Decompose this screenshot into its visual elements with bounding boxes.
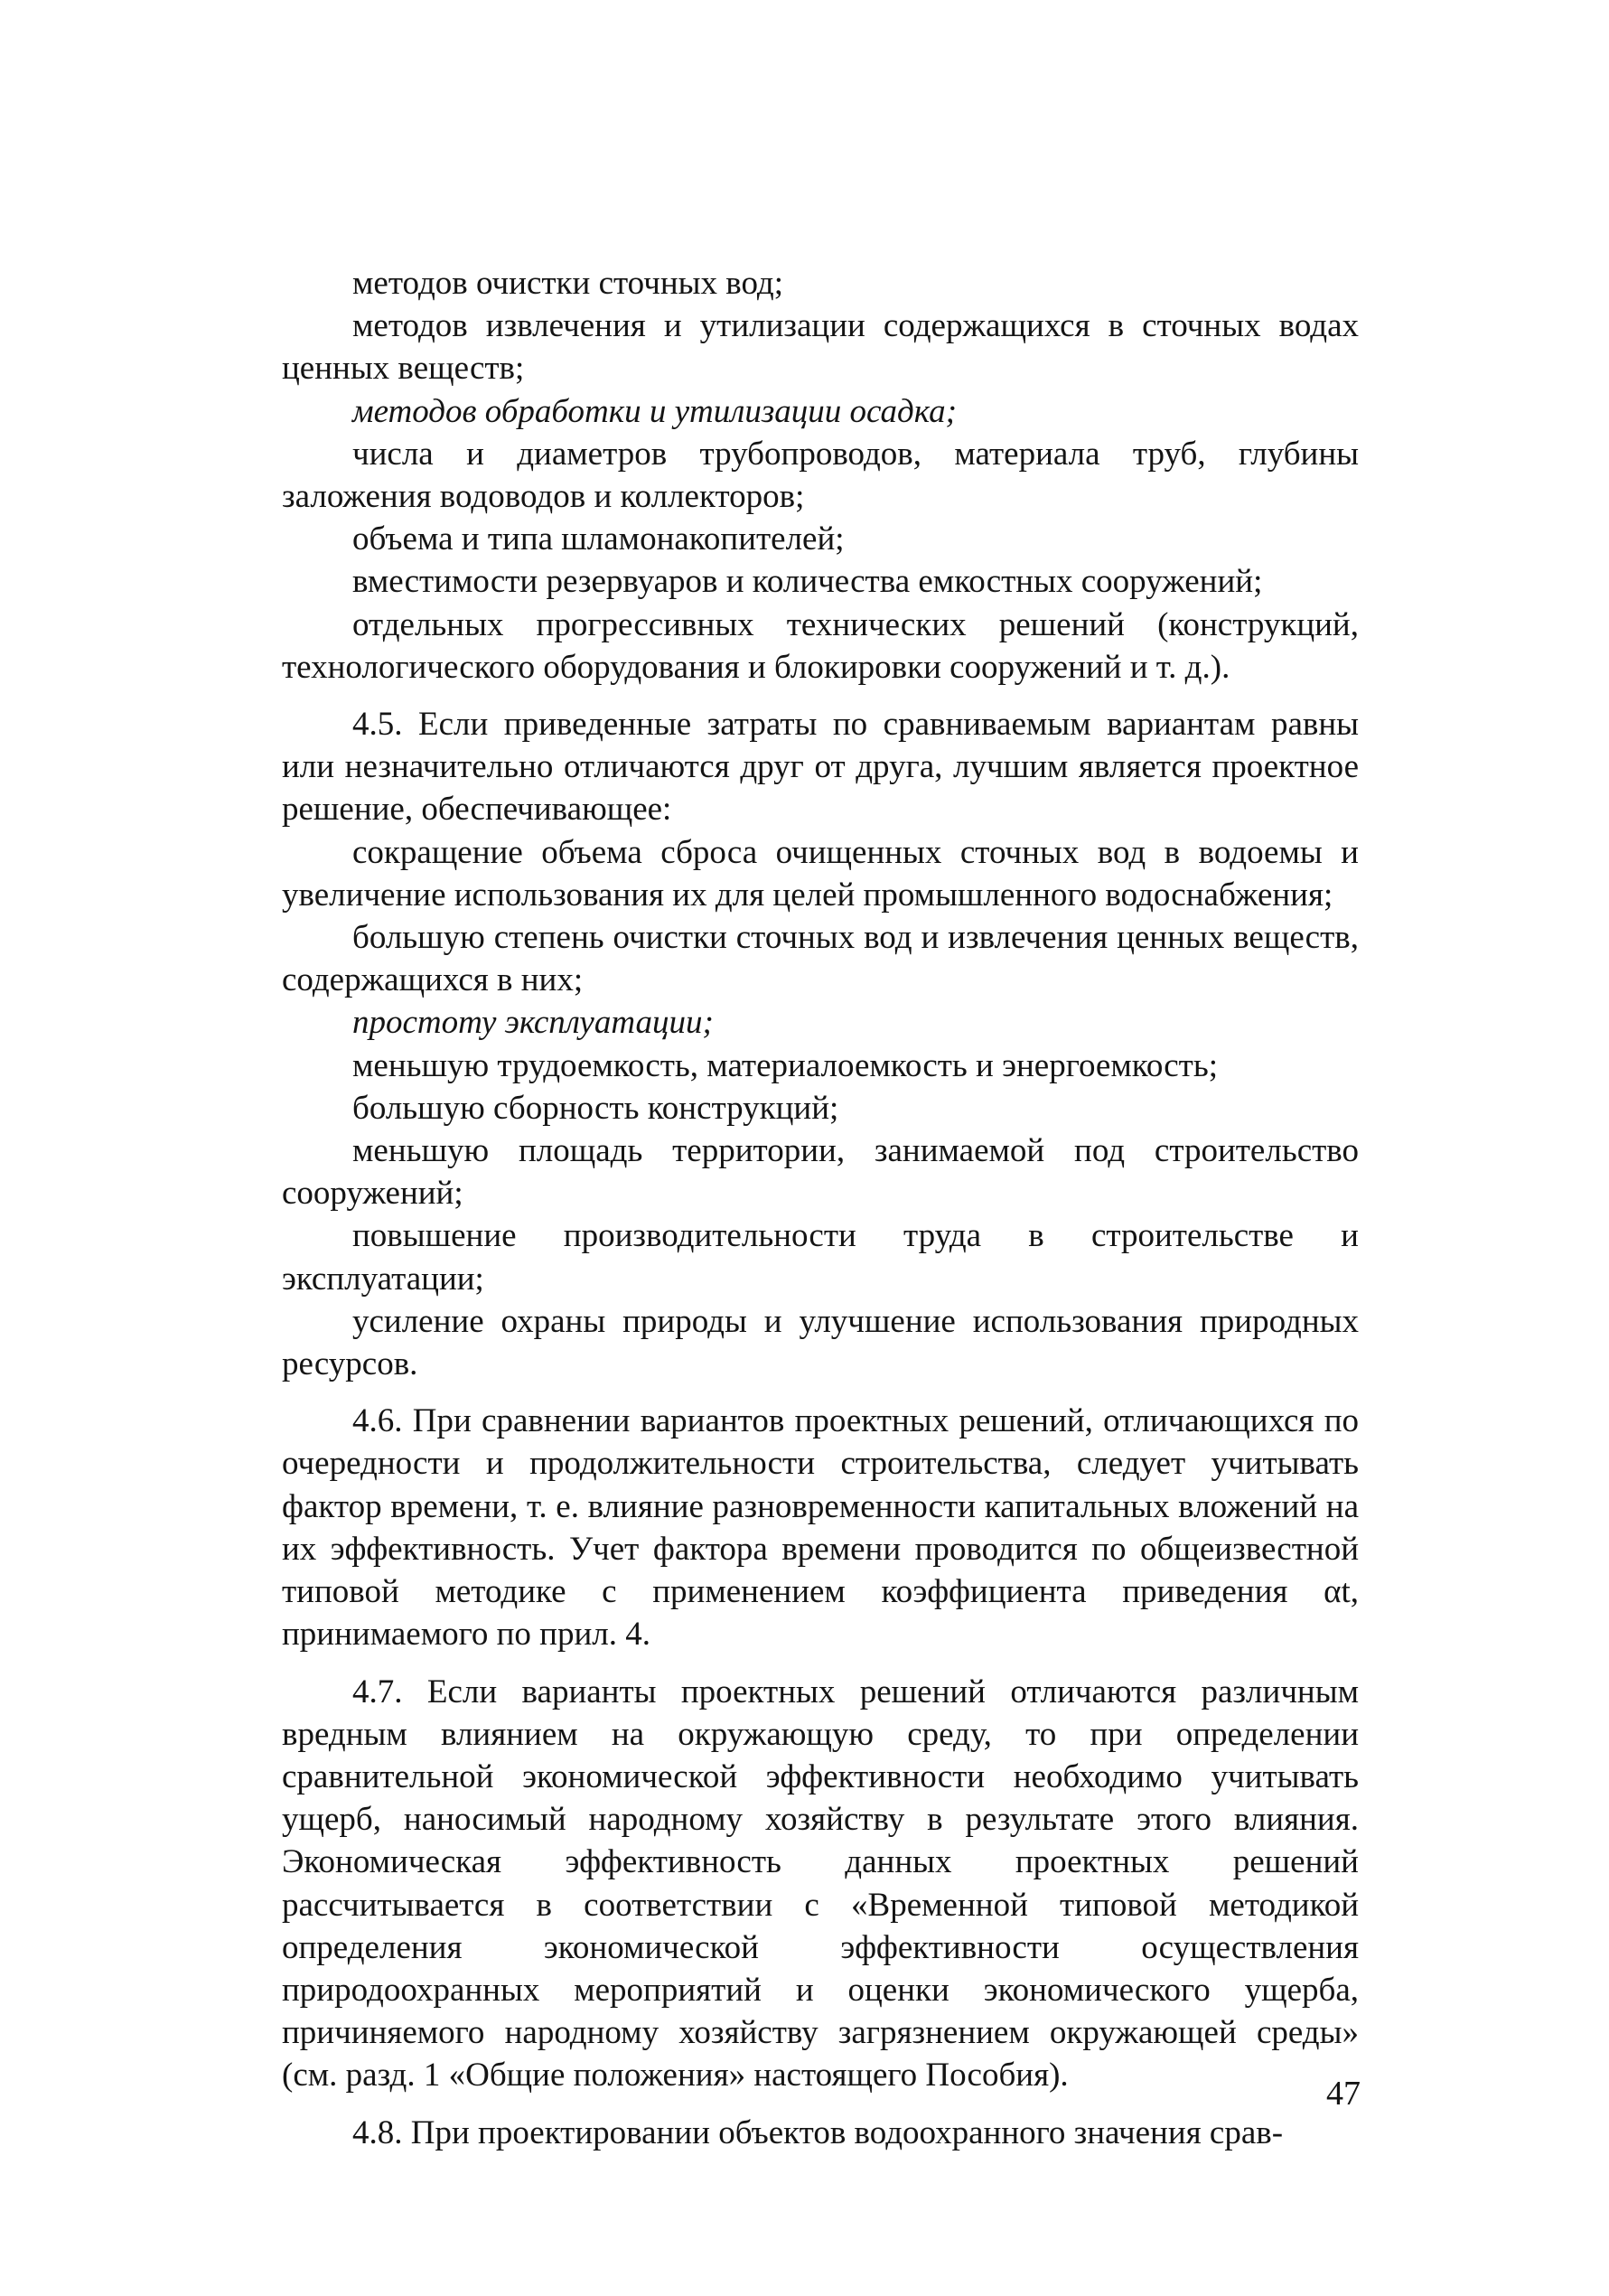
section-4-5: 4.5. Если приведенные затраты по сравниваемым вариантам равны или незначительно отличаются друг от друга, лучшим является проектное решение, обеспечивающее: [282, 706, 1359, 829]
body-text [282, 262, 1359, 2154]
list-item: отдельных прогрессивных технических решений (конструкций, технологического оборудования и блокировки сооружений и т. д.). [282, 605, 1359, 686]
list-item: простоту эксплуатации; [352, 1004, 714, 1042]
section-4-8: 4.8. При проектировании объектов водоохранного значения срав- [352, 2113, 1284, 2151]
page-number: 47 [1326, 2075, 1361, 2113]
list-item: методов обработки и утилизации осадка; [352, 392, 957, 430]
list-item: сокращение объема сброса очищенных сточных вод в водоемы и увеличение использования их для целей промышленного водоснабжения; [282, 833, 1359, 914]
list-item: усиление охраны природы и улучшение использования природных ресурсов. [282, 1302, 1359, 1383]
list-item: большую сборность конструкций; [352, 1089, 839, 1127]
list-item: объема и типа шламонакопителей; [352, 520, 845, 558]
list-item: меньшую трудоемкость, материалоемкость и энергоемкость; [352, 1046, 1219, 1084]
section-4-7: 4.7. Если варианты проектных решений отличаются различным вредным влиянием на окружающую среду, то при определении сравнительной экономической эффективности необходимо учитывать ущерб, наносимый народному хозяйству в результате этого влияния. Экономическая эффективность данных проектных решений рассчитывается в соответствии с «Временной типовой методикой определения экономической эффективности осуществления природоохранных мероприятий и оценки экономического ущерба, причиняемого народному хозяйству загрязнением окружающей среды» (см. разд. 1 «Общие положения» настоящего Пособия). [282, 1673, 1359, 2095]
list-item: повышение производительности труда в строительстве и эксплуатации; [282, 1217, 1359, 1298]
list-item: числа и диаметров трубопроводов, материала труб, глубины заложения водоводов и коллекторов; [282, 435, 1359, 516]
list-item: меньшую площадь территории, занимаемой под строительство сооружений; [282, 1132, 1359, 1213]
list-item: вместимости резервуаров и количества емкостных сооружений; [352, 563, 1263, 601]
list-item: большую степень очистки сточных вод и извлечения ценных веществ, содержащихся в них; [282, 919, 1359, 999]
section-4-6: 4.6. При сравнении вариантов проектных решений, отличающихся по очередности и продолжительности строительства, следует учитывать фактор времени, т. е. влияние разновременности капитальных вложений на их эффективность. Учет фактора времени проводится по общеизвестной типовой методике с применением коэффициента приведения αt, принимаемого по прил. 4. [282, 1402, 1359, 1654]
list-item: методов очистки сточных вод; [352, 265, 783, 302]
list-item: методов извлечения и утилизации содержащихся в сточных водах ценных веществ; [282, 307, 1359, 388]
